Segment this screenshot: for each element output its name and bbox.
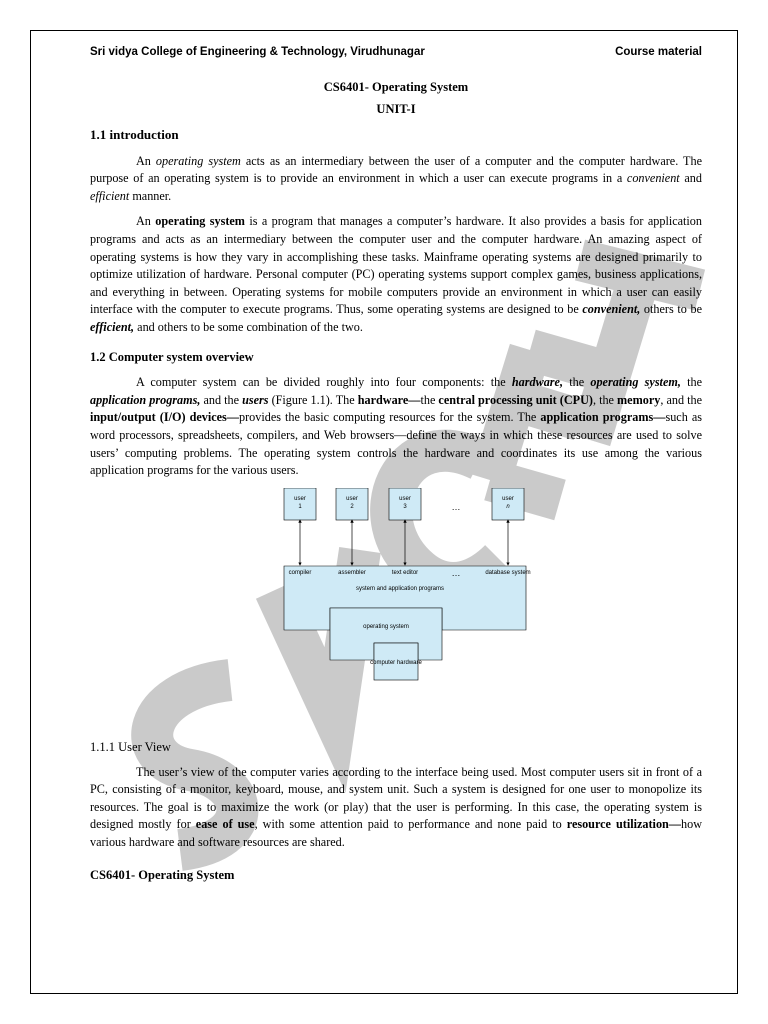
svg-text:user: user <box>502 495 514 502</box>
hardware-layer <box>370 643 422 680</box>
course-material-label: Course material <box>615 46 702 58</box>
svg-text:user: user <box>346 495 358 502</box>
section-heading-overview: 1.2 Computer system overview <box>90 350 254 365</box>
overview-paragraph: A computer system can be divided roughly into four components: the hardware, the operating system, the application programs, and the users (Figure 1.1). The hardware—the central processing unit (CPU), the memory, and the input/output (I/O) devices—provides the basic computing resources for the system. The application programs—such as word processors, spreadsheets, compilers, and Web browsers—define the ways in which these resources are used to solve users’ computing problems. The operating system controls the hardware and coordinates its use among the various application programs for the various users. <box>90 375 703 478</box>
svg-text:n: n <box>506 503 510 510</box>
document-body <box>90 78 702 884</box>
footer-course-title: CS6401- Operating System <box>90 867 235 882</box>
user-box-3 <box>389 488 421 520</box>
page-header <box>90 46 702 58</box>
user-box-1 <box>284 488 316 520</box>
section-heading-intro: 1.1 introduction <box>90 127 179 142</box>
user-box-2 <box>336 488 368 520</box>
figure-diagram <box>90 488 702 728</box>
intro-paragraph-1: An operating system acts as an intermediary between the user of a computer and the computer hardware. The purpose of an operating system is to provide an environment in which a user can execute programs in a convenient and efficient manner. <box>90 153 702 203</box>
svg-text:computer hardware: computer hardware <box>370 659 422 666</box>
user-arrows <box>300 521 508 564</box>
svg-text:3: 3 <box>403 503 407 510</box>
intro-paragraph-2: An operating system is a program that manages a computer’s hardware. It also provides a basis for application programs and acts as an intermediary between the computer user and the computer hardware. An amazing aspect of operating systems is how they vary in accomplishing these tasks. Mainframe operating systems are designed primarily to optimize utilization of hardware. Personal computer (PC) operating systems support complex games, business applications, and everything in between. Operating systems for mobile computers provide an environment in which a user can easily interface with the computer to execute programs. Thus, some operating systems are designed to be convenient, others to be efficient, and others to be some combination of the two. <box>90 214 702 334</box>
svg-text:system and application program: system and application programs <box>355 585 445 592</box>
svg-text:2: 2 <box>350 503 354 510</box>
users-ellipsis: … <box>451 501 461 512</box>
svg-text:user: user <box>399 495 411 502</box>
svg-text:1: 1 <box>298 503 302 510</box>
svg-text:text editor: text editor <box>391 569 419 576</box>
svg-text:assembler: assembler <box>338 569 366 576</box>
subsection-heading-user-view: 1.1.1 User View <box>90 739 171 754</box>
unit-title: UNIT-I <box>376 102 416 116</box>
college-name: Sri vidya College of Engineering & Technology, Virudhunagar <box>90 46 425 58</box>
svg-text:operating system: operating system <box>363 623 409 630</box>
course-title: CS6401- Operating System <box>323 80 469 94</box>
svg-text:database system: database system <box>485 569 531 576</box>
user-box-n <box>492 488 524 520</box>
svg-text:user: user <box>294 495 306 502</box>
svg-text:…: … <box>451 567 461 578</box>
user-view-paragraph: The user’s view of the computer varies according to the interface being used. Most computer users sit in front of a PC, consisting of a monitor, keyboard, mouse, and system unit. Such a system is designed for one user to monopolize its resources. The goal is to maximize the work (or play) that the user is performing. In this case, the operating system is designed mostly for ease of use, with some attention paid to performance and none paid to resource utilization—how various hardware and software resources are shared. <box>90 764 702 849</box>
svg-text:compiler: compiler <box>288 569 312 576</box>
figure-computer-system <box>90 488 702 728</box>
